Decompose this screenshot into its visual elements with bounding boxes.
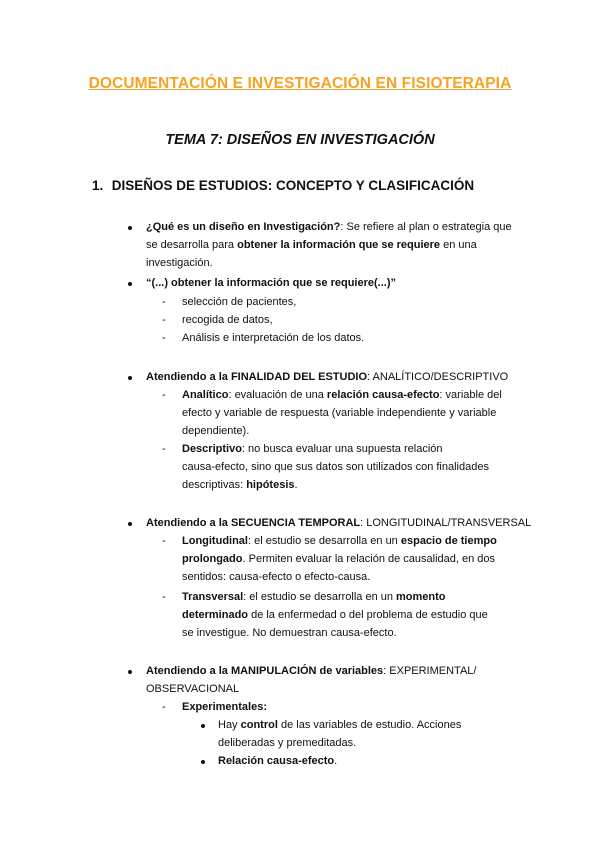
manipulacion-lead [146,662,476,698]
obtener-title [146,274,396,292]
manipulacion-text: OBSERVACIONAL [146,683,240,695]
text: de la enfermedad o del problema de estudio que [248,609,488,621]
definition-text: : Se refiere al plan o estrategia que [340,221,512,233]
dash-marker: - [162,332,166,344]
document-title: DOCUMENTACIÓN E INVESTIGACIÓN EN FISIOTERAPIA [88,75,512,92]
text: : el estudio se desarrolla en un [247,535,401,547]
transversal-paragraph [182,588,532,642]
dash-marker: - [162,314,166,326]
analitico-paragraph [182,386,532,440]
list-item: Análisis e interpretación de los datos. [182,332,365,344]
text: : variable del [439,389,502,401]
finalidad-text: : ANALÍTICO/DESCRIPTIVO [367,371,509,383]
descriptivo-paragraph [182,440,532,494]
bullet-dot [201,724,205,728]
experimentales-item-control [218,716,461,752]
analitico-label: Analítico [182,389,229,401]
text: causa-efecto, sino que sus datos son utilizados con finalidades [182,461,489,473]
descriptivo-label: Descriptivo [182,443,242,455]
secuencia-text: : LONGITUDINAL/TRANSVERSAL [360,517,532,529]
bullet-dot [128,282,132,286]
bullet-dot [128,522,132,526]
text: de las variables de estudio. Acciones [277,719,462,731]
text: deliberadas y premeditadas. [218,737,357,749]
definition-bold: obtener la información que se requiere [237,239,441,251]
dash-marker: - [162,443,166,455]
bullet-dot [128,670,132,674]
text: : evaluación de una [228,389,327,401]
bullet-dot [201,760,205,764]
bold-text: relación causa-efecto [326,389,440,401]
finalidad-lead [146,368,508,386]
bold-text: hipótesis [246,479,295,491]
text: : el estudio se desarrolla en un [243,591,397,603]
obtener-title-text: “(...) obtener la información que se requiere(...)” [146,277,396,289]
secuencia-lead [146,514,531,532]
bold-text: prolongado [182,553,243,565]
definition-paragraph [146,218,512,272]
section-number: 1. [92,178,104,193]
dash-marker: - [162,535,166,547]
bullet-dot [128,376,132,380]
longitudinal-paragraph [182,532,532,586]
definition-text: en una [440,239,477,251]
bold-text: momento [396,591,446,603]
text: : no busca evaluar una supuesta relación [241,443,443,455]
secuencia-bold: Atendiendo a la SECUENCIA TEMPORAL [146,517,361,529]
bold-text: espacio de tiempo [400,535,497,547]
experimentales-item-causa [218,752,337,770]
experimentales-label-text: Experimentales: [182,701,267,713]
dash-marker: - [162,591,166,603]
bold-text: determinado [182,609,249,621]
transversal-label: Transversal [182,591,244,603]
definition-text: se desarrolla para [146,239,238,251]
text: se investigue. No demuestran causa-efecto. [182,627,397,639]
list-item: selección de pacientes, [182,296,297,308]
bullet-dot [128,226,132,230]
text: . [334,755,338,767]
text: descriptivas: [182,479,247,491]
bold-text: Relación causa-efecto [218,755,335,767]
longitudinal-label: Longitudinal [182,535,248,547]
text: . Permiten evaluar la relación de causalidad, en dos [242,553,496,565]
text: efecto y variable de respuesta (variable independiente y variable [182,407,497,419]
dash-marker: - [162,701,166,713]
text: dependiente). [182,425,250,437]
list-item: recogida de datos, [182,314,273,326]
bold-text: control [240,719,278,731]
section-heading [92,178,474,193]
experimentales-label [182,698,267,716]
tema-title: TEMA 7: DISEÑOS EN INVESTIGACIÓN [165,132,435,148]
text: . [294,479,298,491]
dash-marker: - [162,296,166,308]
manipulacion-bold: Atendiendo a la MANIPULACIÓN de variables [146,665,384,677]
section-title-text: DISEÑOS DE ESTUDIOS: CONCEPTO Y CLASIFICACIÓN [111,178,475,193]
definition-question: ¿Qué es un diseño en Investigación? [146,221,341,233]
text: sentidos: causa-efecto o efecto-causa. [182,571,371,583]
text: Hay [218,719,241,731]
dash-marker: - [162,389,166,401]
manipulacion-text: : EXPERIMENTAL/ [383,665,477,677]
finalidad-bold: Atendiendo a la FINALIDAD DEL ESTUDIO [146,371,368,383]
definition-text: investigación. [146,257,213,269]
